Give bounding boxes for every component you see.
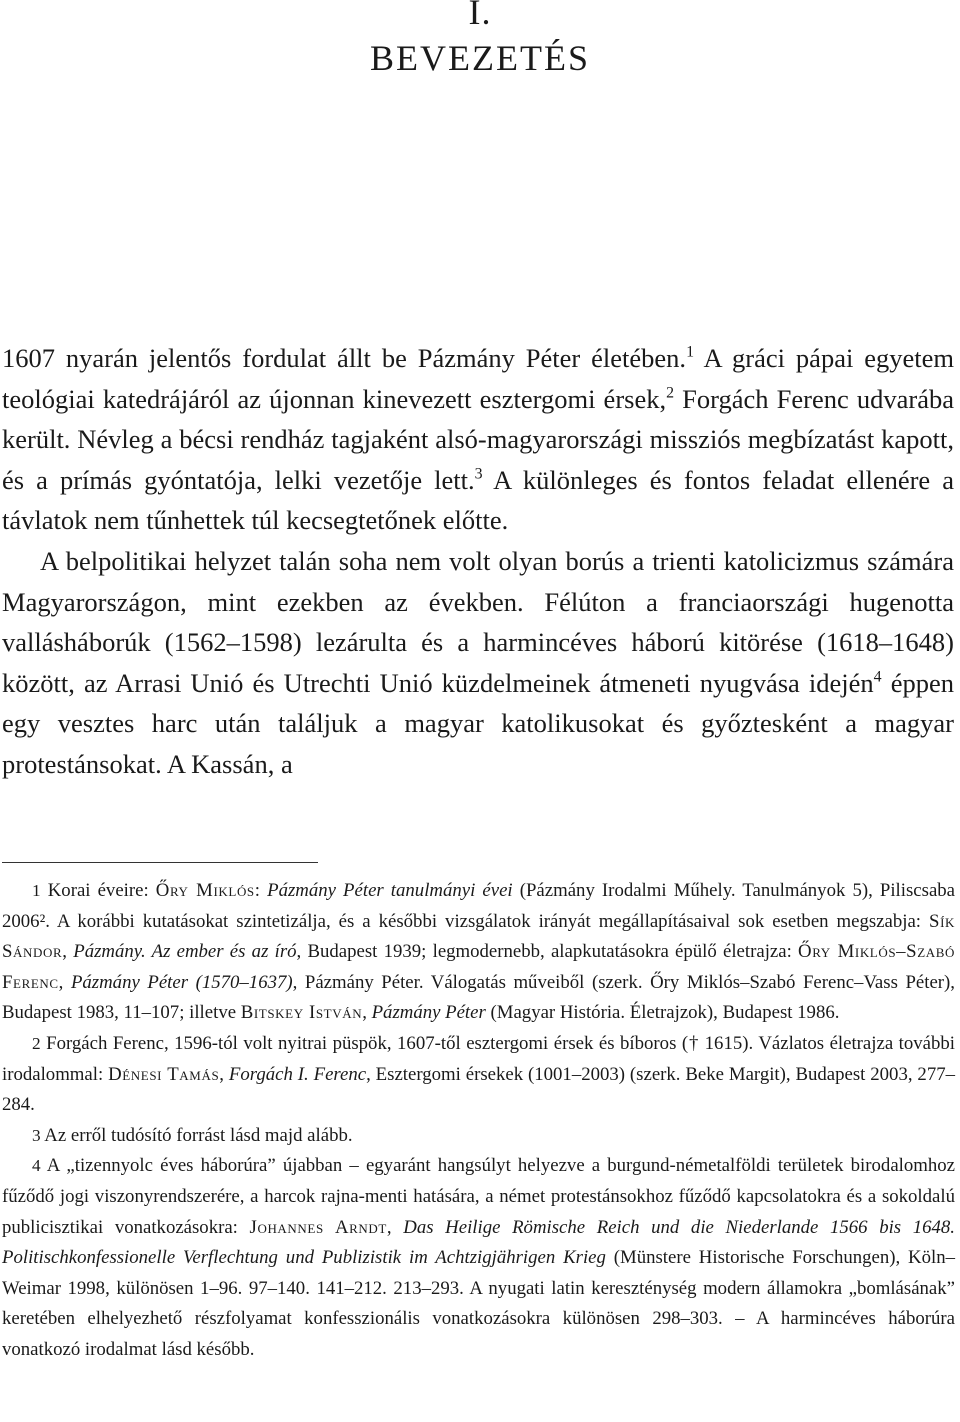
footnote-1-number: 1 <box>32 881 41 900</box>
footnote-1-text-4: , <box>62 941 74 963</box>
footnote-1-text-8: , <box>362 1002 372 1024</box>
footnote-1-work-1: Pázmány Péter tanulmányi évei <box>267 880 513 901</box>
paragraph-1-part-d: A különleges és fontos feladat ellenére a távlatok nem tűnhettek túl kecsegtetőnek előtte. <box>2 464 955 536</box>
footnote-1-author-3: Őry Miklós–Szabó Ferenc <box>2 941 955 993</box>
footnote-1-text-2: : <box>254 880 268 901</box>
paragraph-1-part-b: A gráci pápai egyetem teológiai katedrájáról az újonnan kinevezett esztergomi érsek, <box>2 343 954 414</box>
footnote-2-text-1: Forgách Ferenc, 1596-tól volt nyitrai püspök, 1607-től esztergomi érsek és bíboros († 1615). Vázlatos életrajza további irodalommal: <box>2 1032 955 1085</box>
footnote-ref-1[interactable]: 1 <box>686 343 695 361</box>
main-text <box>2 338 954 785</box>
footnote-1-text-1: Korai éveire: <box>40 880 156 901</box>
chapter-title: BEVEZETÉS <box>370 38 590 78</box>
footnote-1 <box>2 876 955 1029</box>
footnote-ref-2[interactable]: 2 <box>666 384 675 402</box>
footnote-1-work-3: Pázmány Péter (1570–1637) <box>70 971 293 993</box>
footnote-3-text-1: Az erről tudósító forrást lásd majd alább. <box>40 1124 353 1146</box>
footnote-4-number: 4 <box>32 1156 41 1176</box>
footnote-2-text-3: , Esztergomi érsekek (1001–2003) (szerk. Beke Margit), Budapest 2003, 277–284. <box>2 1063 955 1116</box>
footnote-4-text-2: , <box>386 1216 404 1238</box>
footnote-4-text-1: A „tizennyolc éves háborúra” újabban – egyaránt hangsúlyt helyezve a burgund-németalföldi területek birodalomhoz fűződő jogi viszonyrendszerére, a harcok rajna-menti hatására, a német protestánsokhoz fűződő kapcsolatokra és a sokoldalú publicisztikai vonatkozásokra: <box>2 1155 955 1238</box>
footnote-4-author-1: Johannes Arndt <box>249 1216 387 1238</box>
footnote-1-text-9: (Magyar História. Életrajzok), Budapest 1986. <box>485 1002 840 1024</box>
paragraph-1 <box>2 338 954 541</box>
footnote-1-work-2: Pázmány. Az ember és az író <box>73 941 297 963</box>
footnote-1-author-4: Bitskey István <box>240 1002 363 1024</box>
footnote-4-work-1: Das Heilige Römische Reich und die Niederlande 1566 bis 1648. Politischkonfessionelle Verflechtung und Publizistik im Achtzigjährigen Krieg <box>2 1216 956 1269</box>
footnote-3-number: 3 <box>32 1125 41 1145</box>
footnote-3 <box>2 1121 955 1152</box>
paragraph-1-part-c: Forgách Ferenc udvarába került. Névleg a bécsi rendház tagjaként alsó-magyarországi missziós megbízatást kapott, és a prímás gyóntatója, lelki vezetője lett. <box>2 383 954 495</box>
footnote-2 <box>2 1029 955 1121</box>
paragraph-2-part-b: éppen egy vesztes harc után találjuk a magyar katolikusokat és győztesként a magyar protestánsokat. A Kassán, a <box>2 667 954 779</box>
footnote-separator <box>2 862 318 863</box>
paragraph-2 <box>2 541 954 785</box>
footnote-2-work-1: Forgách I. Ferenc <box>228 1063 367 1085</box>
footnote-1-text-6: , <box>58 971 71 993</box>
footnote-ref-4[interactable]: 4 <box>873 668 882 686</box>
footnote-2-author-1: Dénesi Tamás <box>108 1063 220 1085</box>
footnote-1-author-1: Őry Miklós <box>155 880 255 901</box>
paragraph-1-part-a: 1607 nyarán jelentős fordulat állt be Pázmány Péter életében. <box>2 343 687 373</box>
footnote-4-text-3: (Münstere Historische Forschungen), Köln–Weimar 1998, különösen 1–96. 97–140. 141–212. 213–293. A nyugati latin kereszténység modern államokra „bomlásának” keretében elhelyezhető részfolyamat konfesszionális vonatkozásokra különösen 298–303. – A harmincéves háborúra vonatkozó irodalmat lásd később. <box>2 1247 955 1360</box>
footnote-1-text-7: , Pázmány Péter. Válogatás műveiből (szerk. Őry Miklós–Szabó Ferenc–Vass Péter), Budapest 1983, 11–107; illetve <box>2 971 955 1024</box>
footnote-1-work-4: Pázmány Péter <box>371 1002 486 1024</box>
footnote-2-number: 2 <box>32 1033 41 1053</box>
paragraph-2-part-a: A belpolitikai helyzet talán soha nem volt olyan borús a trienti katolicizmus számára Magyarországon, mint ezekben az években. Félúton a franciaországi hugenotta vallásháborúk (1562–1598) lezárulta és a harmincéves háború kitörése (1618–1648) között, az Arrasi Unió és Utrechti Unió küzdelmeinek átmeneti nyugvása idején <box>2 545 954 698</box>
footnote-1-text-3: (Pázmány Irodalmi Műhely. Tanulmányok 5), Piliscsaba 2006². A korábbi kutatásokat szintetizálja, és a későbbi vizsgálatok irányát megállapításaival sok esetben megszabja: <box>2 880 956 932</box>
footnote-2-text-2: , <box>219 1063 229 1085</box>
chapter-number: I. <box>468 0 492 32</box>
footnote-1-author-2: Sík Sándor <box>2 910 955 963</box>
footnote-4 <box>2 1151 955 1365</box>
footnote-1-text-5: , Budapest 1939; legmodernebb, alapkutatásokra épülő életrajza: <box>296 941 799 963</box>
footnote-ref-3[interactable]: 3 <box>474 465 483 483</box>
footnotes <box>2 876 955 1366</box>
